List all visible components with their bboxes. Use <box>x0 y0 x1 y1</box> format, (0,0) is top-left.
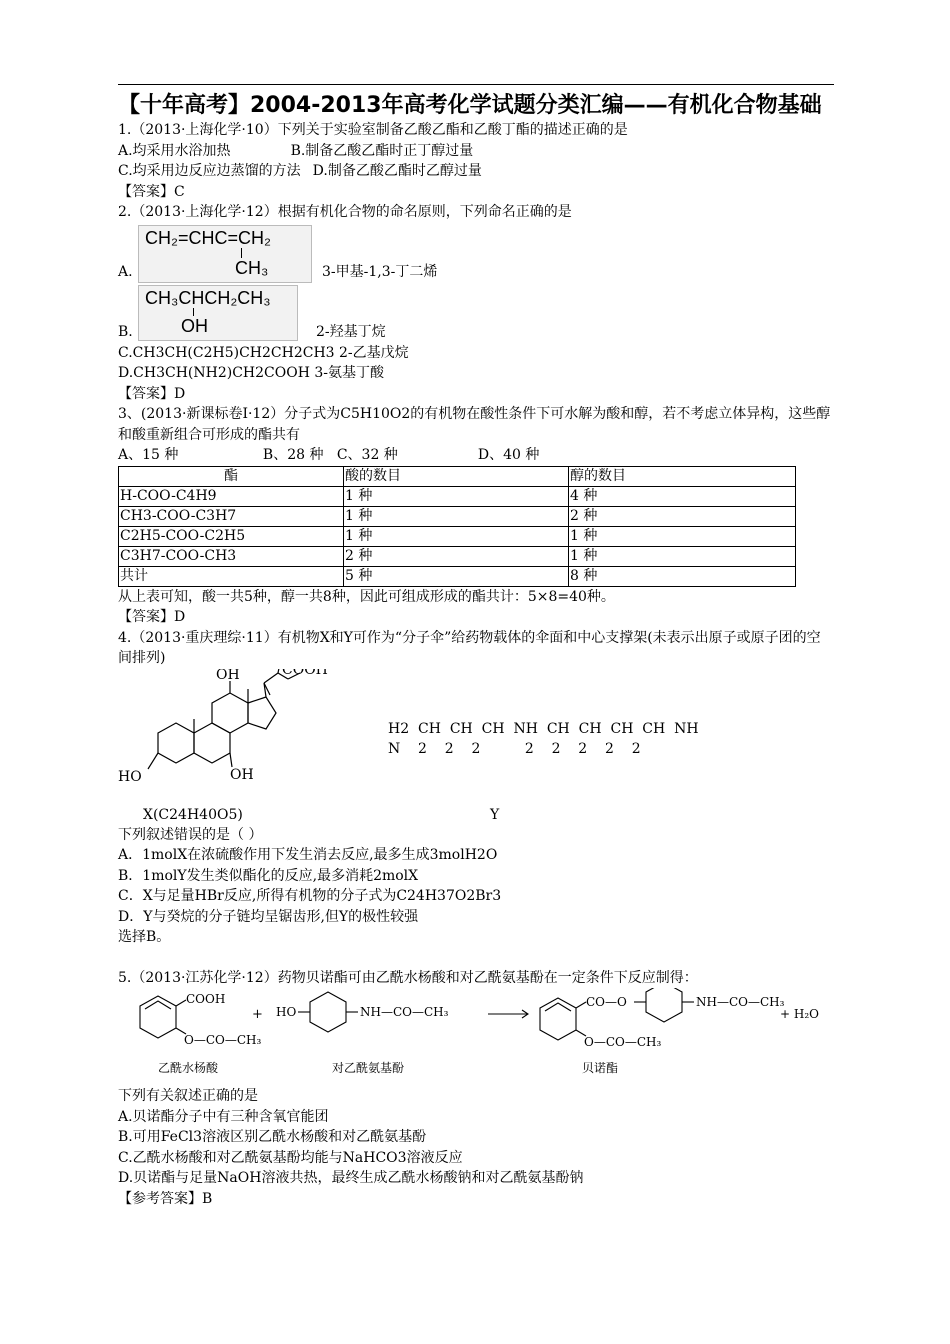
q3-conclusion: 从上表可知，酸一共5种，醇一共8种，因此可组成形成的酯共计：5×8=40种。 <box>118 588 615 605</box>
plus-sign: + <box>252 1007 263 1022</box>
table-cell: C2H5-COO-C2H5 <box>119 526 344 546</box>
q1-stem: 1.（2013·上海化学·10）下列关于实验室制备乙酸乙酯和乙酸丁酯的描述正确的是 <box>118 122 628 138</box>
y-formula-row-2: N 2 2 2 2 2 2 2 2 <box>388 740 641 757</box>
table-cell: C3H7-COO-CH3 <box>119 546 344 566</box>
q4-stem: 4.（2013·重庆理综·11）有机物X和Y可作为“分子伞”给药物载体的伞面和中心支撑架(未表示出原子或原子团的空间排列) <box>118 629 821 666</box>
q3-options: A、15 种 B、28 种 C、32 种 D、40 种 <box>118 447 540 463</box>
table-cell: 1 种 <box>569 526 796 546</box>
q4-answer: 选择B。 <box>118 929 171 945</box>
q2-option-a-prefix: A. <box>118 264 133 280</box>
table-cell: 2 种 <box>344 546 569 566</box>
x-cooh-label: COOH <box>282 668 328 678</box>
q2-answer: 【答案】D <box>118 385 186 402</box>
q2-structure-b-main: CH₃CHCH₂CH₃ <box>145 287 271 308</box>
table-cell: 8 种 <box>569 566 796 586</box>
q5-option-d: D.贝诺酯与足量NaOH溶液共热，最终生成乙酰水杨酸钠和对乙酰氨基酚钠 <box>118 1170 584 1186</box>
q2-stem: 2.（2013·上海化学·12）根据有机化合物的命名原则，下列命名正确的是 <box>118 204 572 220</box>
q5-reaction-figure <box>118 988 834 1086</box>
reaction-scheme <box>118 988 834 1086</box>
y-formula-row-1: H2 CH CH CH NH CH CH CH CH NH <box>388 720 699 737</box>
header-rule <box>118 84 834 85</box>
q4-option-b: B．1molY发生类似酯化的反应,最多消耗2molX <box>118 867 419 884</box>
q3-answer: 【答案】D <box>118 609 186 625</box>
steroid-ring-skeleton <box>148 669 300 769</box>
q1-options-cd <box>118 161 834 182</box>
table-cell: 4 种 <box>569 486 796 506</box>
q4-figure <box>118 669 834 825</box>
q1-option-a: A.均采用水浴加热 <box>118 142 231 159</box>
q2-option-b-name: 2-羟基丁烷 <box>316 324 386 340</box>
table-row <box>119 566 796 586</box>
q4-option-d: D．Y与癸烷的分子链均呈锯齿形,但Y的极性较强 <box>118 908 419 925</box>
q5-option-a: A.贝诺酯分子中有三种含氧官能团 <box>118 1108 329 1125</box>
y-label: Y <box>490 806 500 823</box>
q2-option-c: C.CH3CH(C2H5)CH2CH2CH3 2-乙基戊烷 <box>118 344 409 361</box>
q2-option-a <box>118 223 834 283</box>
q3-ester-table <box>118 466 796 587</box>
q4-question: 下列叙述错误的是（ ） <box>118 826 263 843</box>
q4-option-c: C．X与足量HBr反应,所得有机物的分子式为C24H37O2Br3 <box>118 888 502 904</box>
q2-structure-b-branch: OH <box>181 315 208 336</box>
table-cell: 共计 <box>119 566 344 586</box>
x-oh-bottom-label: OH <box>230 766 254 783</box>
x-formula-label: X(C24H40O5) <box>143 806 243 823</box>
document-page <box>118 84 834 1209</box>
r1-name-label: 乙酰水杨酸 <box>158 1061 219 1075</box>
q1-answer: 【答案】C <box>118 183 185 200</box>
q2-option-b-prefix: B. <box>118 324 133 340</box>
q2-structure-a-main: CH₂=CHC=CH₂ <box>145 227 271 248</box>
r2-name-label: 对乙酰氨基酚 <box>332 1061 405 1075</box>
q2-structure-a-branch: CH₃ <box>235 257 269 278</box>
table-cell: 5 种 <box>344 566 569 586</box>
q2-option-a-name: 3-甲基-1,3-丁二烯 <box>322 264 438 280</box>
q1-option-b: B.制备乙酸乙酯时正丁醇过量 <box>290 142 474 159</box>
q5-option-b: B.可用FeCl3溶液区别乙酰水杨酸和对乙酰氨基酚 <box>118 1129 427 1145</box>
table-row <box>119 546 796 566</box>
q2-structure-b <box>138 285 298 341</box>
q1-option-c: C.均采用边反应边蒸馏的方法 <box>118 163 301 179</box>
x-oh-top-label: OH <box>216 668 240 683</box>
table-cell: 1 种 <box>344 486 569 506</box>
r1-ester-label: O—CO—CH₃ <box>184 1033 262 1047</box>
q2-structure-b-bond <box>193 308 194 316</box>
r2-ho-label: HO <box>276 1005 297 1019</box>
document-title: 【十年高考】2004-2013年高考化学试题分类汇编——有机化合物基础 <box>118 93 822 118</box>
product-coo-label: CO—O <box>586 995 627 1009</box>
table-row <box>119 506 796 526</box>
table-header-cell: 醇的数目 <box>569 466 796 486</box>
table-cell: 1 种 <box>344 526 569 546</box>
q2-option-d: D.CH3CH(NH2)CH2COOH 3-氨基丁酸 <box>118 365 385 381</box>
q1-options-ab <box>118 141 834 162</box>
q2-structure-a <box>138 225 312 283</box>
table-header-cell: 酯 <box>119 466 344 486</box>
x-ho-left-label: HO <box>118 768 142 785</box>
table-row <box>119 486 796 506</box>
table-row <box>119 526 796 546</box>
product-ester-label: O—CO—CH₃ <box>584 1035 662 1049</box>
q1-option-d: D.制备乙酸乙酯时乙醇过量 <box>312 163 482 179</box>
q3-stem: 3、(2013·新课标卷Ⅰ·12）分子式为C5H10O2的有机物在酸性条件下可水解为酸和醇，若不考虑立体异构，这些醇和酸重新组合可形成的酯共有 <box>118 406 831 443</box>
table-cell: H-COO-C4H9 <box>119 486 344 506</box>
q5-option-c: C.乙酰水杨酸和对乙酰氨基酚均能与NaHCO3溶液反应 <box>118 1149 463 1166</box>
water-label: + H₂O <box>780 1007 819 1021</box>
table-cell: CH3-COO-C3H7 <box>119 506 344 526</box>
spacer <box>118 948 834 968</box>
table-cell: 1 种 <box>344 506 569 526</box>
table-header-row <box>119 466 796 486</box>
q2-option-b <box>118 283 834 343</box>
r2-chain-label: NH—CO—CH₃ <box>360 1005 449 1019</box>
q5-stem: 5.（2013·江苏化学·12）药物贝诺酯可由乙酰水杨酸和对乙酰氨基酚在一定条件下反应制得： <box>118 969 698 986</box>
product-name-label: 贝诺酯 <box>582 1061 619 1075</box>
table-cell: 2 种 <box>569 506 796 526</box>
table-header-cell: 酸的数目 <box>344 466 569 486</box>
q5-answer: 【参考答案】B <box>118 1190 213 1207</box>
r1-cooh-label: COOH <box>186 992 226 1006</box>
table-cell: 1 种 <box>569 546 796 566</box>
q4-option-a: A．1molX在浓硫酸作用下发生消去反应,最多生成3molH2O <box>118 847 498 863</box>
product-chain-label: NH—CO—CH₃ <box>696 995 785 1009</box>
q2-structure-a-bond <box>241 248 242 258</box>
q5-question: 下列有关叙述正确的是 <box>118 1088 258 1104</box>
steroid-structure-x <box>118 669 834 825</box>
